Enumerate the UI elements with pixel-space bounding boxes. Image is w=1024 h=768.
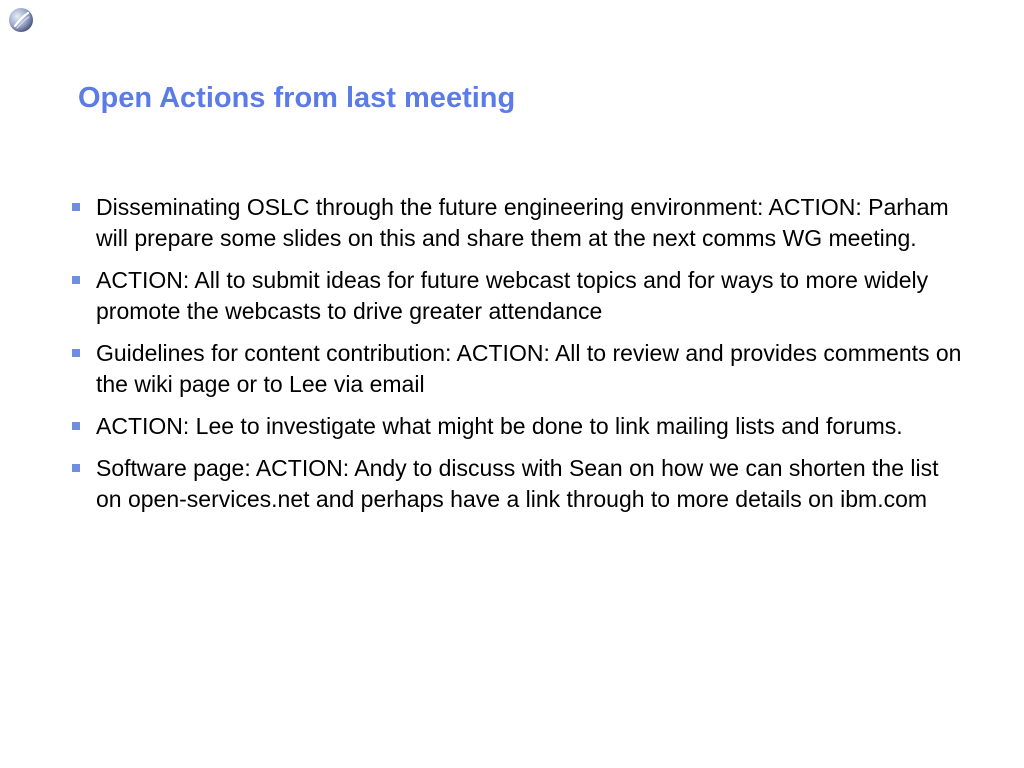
list-item: [70, 265, 970, 327]
slide-title: Open Actions from last meeting: [78, 82, 516, 114]
list-item: [70, 192, 970, 254]
list-item-text: Software page: ACTION: Andy to discuss with Sean on how we can shorten the list on open-services.net and perhaps have a link through to more details on ibm.com: [96, 455, 939, 512]
list-item-text: Disseminating OSLC through the future engineering environment: ACTION: Parham will prepare some slides on this and share them at the next comms WG meeting.: [96, 194, 949, 251]
bullet-square-icon: [72, 464, 80, 472]
list-item-text: ACTION: Lee to investigate what might be done to link mailing lists and forums.: [96, 413, 903, 439]
list-item: [70, 453, 970, 515]
action-list: [70, 192, 970, 526]
list-item: [70, 338, 970, 400]
list-item: [70, 411, 970, 442]
bullet-square-icon: [72, 276, 80, 284]
bullet-square-icon: [72, 349, 80, 357]
globe-logo-icon: [8, 7, 34, 33]
list-item-text: Guidelines for content contribution: ACTION: All to review and provides comments on the wiki page or to Lee via email: [96, 340, 962, 397]
list-item-text: ACTION: All to submit ideas for future webcast topics and for ways to more widely promote the webcasts to drive greater attendance: [96, 267, 929, 324]
bullet-square-icon: [72, 422, 80, 430]
bullet-square-icon: [72, 203, 80, 211]
